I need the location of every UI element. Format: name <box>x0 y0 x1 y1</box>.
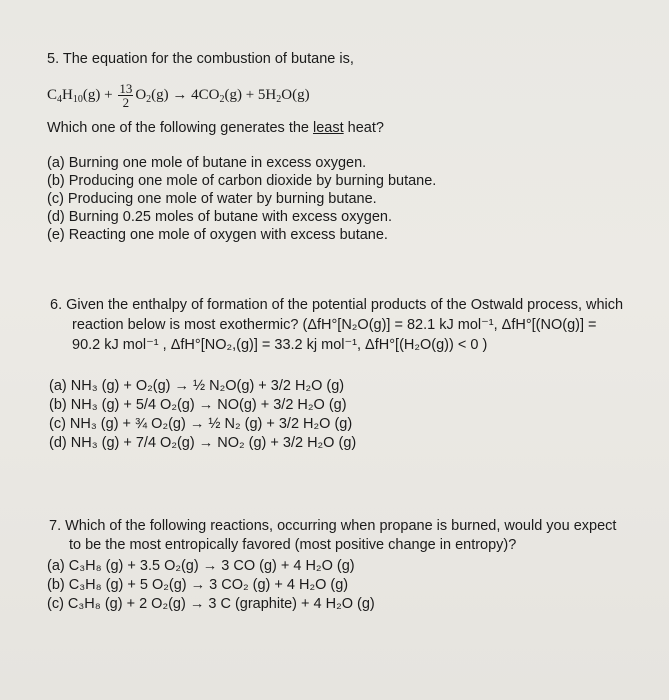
q7-line2: to be the most entropically favored (most positive change in entropy)? <box>69 537 517 553</box>
q5-option-b: (b) Producing one mole of carbon dioxide by burning butane. <box>47 173 437 189</box>
q5-option-d: (d) Burning 0.25 moles of butane with excess oxygen. <box>47 209 392 225</box>
q5-title: 5. The equation for the combustion of butane is, <box>47 51 354 67</box>
q6-option-b: (b) NH₃ (g) + 5/4 O₂(g) → NO(g) + 3/2 H₂O (g) <box>49 397 347 413</box>
q6-option-d: (d) NH₃ (g) + 7/4 O₂(g) → NO₂ (g) + 3/2 H₂O (g) <box>49 435 357 451</box>
q6-line3: 90.2 kJ mol⁻¹ , ΔfH°[NO₂,(g)] = 33.2 kj mol⁻¹, ΔfH°[(H₂O(g)) < 0 ) <box>72 337 488 353</box>
least-underlined: least <box>313 120 344 136</box>
fraction-13-2: $\frac{13}{2}$ <box>119 81 133 111</box>
q5-option-a: (a) Burning one mole of butane in excess oxygen. <box>47 155 367 171</box>
q5-equation: $C_4H_{10}(g)$ + $\frac{13}{2}$ $O_2(g) \to 4CO_2(g) + 5H_2O(g)$ <box>47 81 310 111</box>
q5-prompt: Which one of the following generates the least heat? <box>47 120 384 136</box>
q6-line2: reaction below is most exothermic? (ΔfH°[N₂O(g)] = 82.1 kJ mol⁻¹, ΔfH°[(NO(g)] = <box>72 317 597 333</box>
q6-line1: 6. Given the enthalpy of formation of the potential products of the Ostwald process, which <box>50 297 624 313</box>
q6-option-c: (c) NH₃ (g) + ¾ O₂(g) → ½ N₂ (g) + 3/2 H₂O (g) <box>49 416 353 432</box>
q5-option-c: (c) Producing one mole of water by burning butane. <box>47 191 377 207</box>
q5-option-e: (e) Reacting one mole of oxygen with excess butane. <box>47 227 388 243</box>
q7-option-b: (b) C₃H₈ (g) + 5 O₂(g) → 3 CO₂ (g) + 4 H₂O (g) <box>47 577 349 593</box>
q7-option-a: (a) C₃H₈ (g) + 3.5 O₂(g) → 3 CO (g) + 4 H₂O (g) <box>47 558 355 574</box>
q6-option-a: (a) NH₃ (g) + O₂(g) → ½ N₂O(g) + 3/2 H₂O (g) <box>49 378 345 394</box>
q7-option-c: (c) C₃H₈ (g) + 2 O₂(g) → 3 C (graphite) + 4 H₂O (g) <box>47 596 375 612</box>
q7-line1: 7. Which of the following reactions, occurring when propane is burned, would you expect <box>49 518 617 534</box>
